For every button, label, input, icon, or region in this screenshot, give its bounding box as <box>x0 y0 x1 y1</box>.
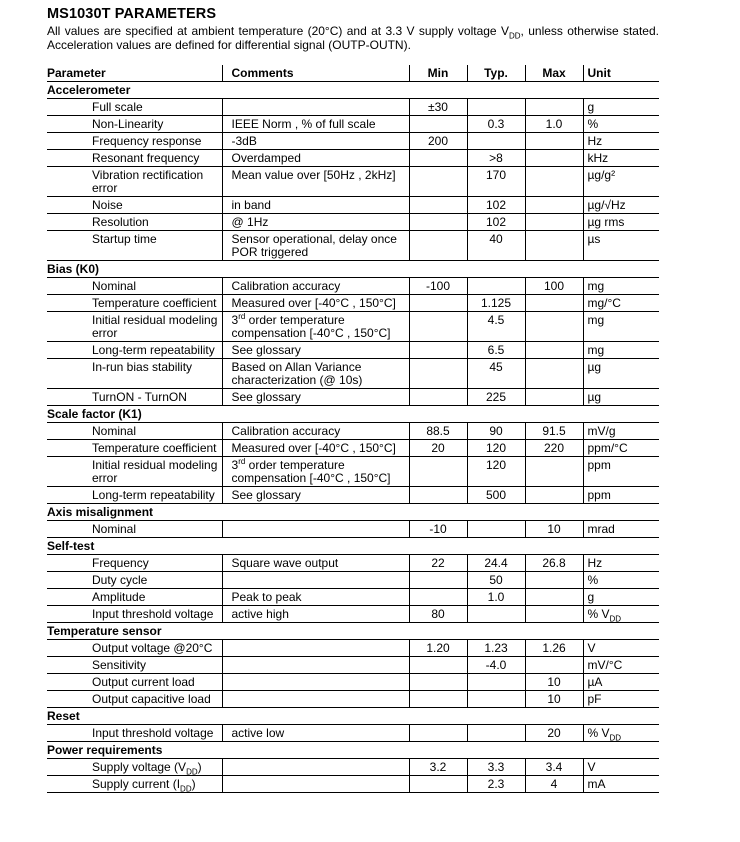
cell-unit: g <box>583 99 659 116</box>
cell-unit: mA <box>583 776 659 793</box>
cell-parameter: Supply current $(I_{DD})$ <box>47 776 222 793</box>
cell-typ: 225 <box>467 389 525 406</box>
table-row <box>47 231 659 261</box>
cell-typ <box>467 674 525 691</box>
cell-parameter: Resolution <box>47 214 222 231</box>
cell-unit: g <box>583 589 659 606</box>
table-row <box>47 674 659 691</box>
cell-typ: 40 <box>467 231 525 261</box>
cell-unit: kHz <box>583 150 659 167</box>
table-row <box>47 606 659 623</box>
cell-unit: mg <box>583 342 659 359</box>
cell-comments: Peak to peak <box>222 589 409 606</box>
cell-max: 91.5 <box>525 423 583 440</box>
cell-comments: Overdamped <box>222 150 409 167</box>
cell-unit: µg <box>583 389 659 406</box>
cell-min <box>409 572 467 589</box>
cell-typ: 120 <box>467 457 525 487</box>
cell-parameter: Long-term repeatability <box>47 487 222 504</box>
table-row <box>47 295 659 312</box>
cell-unit: pF <box>583 691 659 708</box>
cell-unit: mrad <box>583 521 659 538</box>
cell-parameter: Startup time <box>47 231 222 261</box>
cell-min <box>409 116 467 133</box>
section-header-row <box>47 406 659 423</box>
cell-typ: 50 <box>467 572 525 589</box>
section-header-row <box>47 538 659 555</box>
table-row <box>47 555 659 572</box>
table-row <box>47 278 659 295</box>
cell-typ <box>467 606 525 623</box>
table-row <box>47 133 659 150</box>
cell-typ <box>467 278 525 295</box>
cell-unit: Hz <box>583 133 659 150</box>
document-title: MS1030T PARAMETERS <box>47 6 217 22</box>
cell-comments: Calibration accuracy <box>222 278 409 295</box>
cell-parameter: Output current load <box>47 674 222 691</box>
cell-unit: Hz <box>583 555 659 572</box>
cell-comments <box>222 759 409 776</box>
cell-min: 200 <box>409 133 467 150</box>
cell-min: 88.5 <box>409 423 467 440</box>
cell-unit: µg/g² <box>583 167 659 197</box>
cell-parameter: Vibration rectification error <box>47 167 222 197</box>
section-header-row <box>47 504 659 521</box>
table-row <box>47 572 659 589</box>
cell-comments <box>222 99 409 116</box>
header-parameter: Parameter <box>47 65 222 82</box>
cell-min <box>409 725 467 742</box>
cell-comments <box>222 776 409 793</box>
cell-parameter: TurnON - TurnON <box>47 389 222 406</box>
section-header-row <box>47 82 659 99</box>
table-row <box>47 312 659 342</box>
cell-comments: in band <box>222 197 409 214</box>
table-row <box>47 440 659 457</box>
cell-unit: mV/g <box>583 423 659 440</box>
cell-unit: mg <box>583 278 659 295</box>
cell-unit: µg rms <box>583 214 659 231</box>
cell-typ: 1.125 <box>467 295 525 312</box>
table-row <box>47 640 659 657</box>
cell-parameter: Initial residual modeling error <box>47 457 222 487</box>
cell-min: 3.2 <box>409 759 467 776</box>
cell-typ: 45 <box>467 359 525 389</box>
cell-comments: Sensor operational, delay once POR triggered <box>222 231 409 261</box>
cell-min <box>409 457 467 487</box>
cell-typ: 6.5 <box>467 342 525 359</box>
table-row <box>47 589 659 606</box>
cell-typ: 90 <box>467 423 525 440</box>
cell-max <box>525 197 583 214</box>
cell-comments: -3dB <box>222 133 409 150</box>
cell-comments: See glossary <box>222 389 409 406</box>
cell-max: 26.8 <box>525 555 583 572</box>
cell-max <box>525 359 583 389</box>
cell-parameter: Output capacitive load <box>47 691 222 708</box>
cell-typ <box>467 691 525 708</box>
cell-comments: active high <box>222 606 409 623</box>
cell-unit: mg <box>583 312 659 342</box>
cell-comments <box>222 521 409 538</box>
cell-min <box>409 312 467 342</box>
cell-typ: 4.5 <box>467 312 525 342</box>
cell-min <box>409 295 467 312</box>
cell-min <box>409 150 467 167</box>
cell-min <box>409 197 467 214</box>
cell-parameter: Input threshold voltage <box>47 606 222 623</box>
cell-typ: 24.4 <box>467 555 525 572</box>
table-row <box>47 457 659 487</box>
cell-comments: IEEE Norm , % of full scale <box>222 116 409 133</box>
cell-min <box>409 389 467 406</box>
table-row <box>47 99 659 116</box>
cell-typ: 1.0 <box>467 589 525 606</box>
header-typ: Typ. <box>467 65 525 82</box>
cell-parameter: Duty cycle <box>47 572 222 589</box>
cell-min: 22 <box>409 555 467 572</box>
cell-parameter: Temperature coefficient <box>47 440 222 457</box>
cell-unit: mV/°C <box>583 657 659 674</box>
cell-parameter: Non-Linearity <box>47 116 222 133</box>
cell-parameter: Resonant frequency <box>47 150 222 167</box>
cell-max: 10 <box>525 674 583 691</box>
section-title: Bias (K0) <box>47 261 659 278</box>
header-max: Max <box>525 65 583 82</box>
table-row <box>47 691 659 708</box>
table-row <box>47 521 659 538</box>
cell-max <box>525 231 583 261</box>
cell-comments: Square wave output <box>222 555 409 572</box>
cell-max: 1.26 <box>525 640 583 657</box>
table-row <box>47 389 659 406</box>
table-row <box>47 359 659 389</box>
cell-comments: Measured over [-40°C , 150°C] <box>222 295 409 312</box>
cell-max: 10 <box>525 691 583 708</box>
cell-min: -10 <box>409 521 467 538</box>
cell-max <box>525 606 583 623</box>
cell-parameter: Frequency <box>47 555 222 572</box>
cell-unit: µs <box>583 231 659 261</box>
cell-max <box>525 342 583 359</box>
cell-unit: % $V_{DD}$ <box>583 606 659 623</box>
cell-max: 4 <box>525 776 583 793</box>
cell-min <box>409 589 467 606</box>
cell-max: 220 <box>525 440 583 457</box>
cell-max: 10 <box>525 521 583 538</box>
cell-comments: 3rd order temperature compensation [-40°C , 150°C] <box>222 457 409 487</box>
cell-max <box>525 295 583 312</box>
cell-min: 20 <box>409 440 467 457</box>
cell-comments: See glossary <box>222 342 409 359</box>
table-row <box>47 657 659 674</box>
section-title: Power requirements <box>47 742 659 759</box>
table-row <box>47 150 659 167</box>
cell-max: 100 <box>525 278 583 295</box>
cell-typ: 2.3 <box>467 776 525 793</box>
cell-min <box>409 342 467 359</box>
header-min: Min <box>409 65 467 82</box>
cell-typ: 500 <box>467 487 525 504</box>
cell-parameter: Full scale <box>47 99 222 116</box>
table-row <box>47 214 659 231</box>
cell-max: 1.0 <box>525 116 583 133</box>
cell-parameter: Long-term repeatability <box>47 342 222 359</box>
section-header-row <box>47 261 659 278</box>
section-title: Accelerometer <box>47 82 659 99</box>
table-row <box>47 167 659 197</box>
cell-min <box>409 776 467 793</box>
cell-unit: % $V_{DD}$ <box>583 725 659 742</box>
cell-typ <box>467 521 525 538</box>
table-body <box>47 82 659 793</box>
cell-unit: ppm <box>583 487 659 504</box>
cell-comments <box>222 640 409 657</box>
cell-typ: >8 <box>467 150 525 167</box>
section-title: Self-test <box>47 538 659 555</box>
cell-min <box>409 167 467 197</box>
cell-parameter: Nominal <box>47 521 222 538</box>
cell-max <box>525 657 583 674</box>
cell-comments: Mean value over [50Hz , 2kHz] <box>222 167 409 197</box>
cell-max <box>525 214 583 231</box>
cell-max <box>525 167 583 197</box>
cell-comments <box>222 572 409 589</box>
cell-min <box>409 657 467 674</box>
cell-typ <box>467 99 525 116</box>
cell-max <box>525 572 583 589</box>
cell-parameter: Noise <box>47 197 222 214</box>
cell-unit: % <box>583 572 659 589</box>
cell-typ: 1.23 <box>467 640 525 657</box>
cell-typ: -4.0 <box>467 657 525 674</box>
cell-unit: V <box>583 759 659 776</box>
cell-parameter: Temperature coefficient <box>47 295 222 312</box>
table-row <box>47 776 659 793</box>
cell-parameter: In-run bias stability <box>47 359 222 389</box>
cell-max: 3.4 <box>525 759 583 776</box>
cell-parameter: Sensitivity <box>47 657 222 674</box>
table-row <box>47 759 659 776</box>
header-comments: Comments <box>222 65 409 82</box>
cell-unit: ppm/°C <box>583 440 659 457</box>
cell-typ: 3.3 <box>467 759 525 776</box>
cell-unit: mg/°C <box>583 295 659 312</box>
parameters-table <box>47 65 659 793</box>
section-header-row <box>47 742 659 759</box>
cell-typ: 120 <box>467 440 525 457</box>
cell-comments <box>222 674 409 691</box>
table-row <box>47 116 659 133</box>
cell-max <box>525 389 583 406</box>
table-header-row <box>47 65 659 82</box>
cell-typ: 0.3 <box>467 116 525 133</box>
section-title: Temperature sensor <box>47 623 659 640</box>
cell-max <box>525 589 583 606</box>
cell-unit: µg/√Hz <box>583 197 659 214</box>
cell-parameter: Output voltage @20°C <box>47 640 222 657</box>
cell-typ <box>467 725 525 742</box>
cell-max: 20 <box>525 725 583 742</box>
cell-max <box>525 487 583 504</box>
table-row <box>47 197 659 214</box>
section-header-row <box>47 623 659 640</box>
cell-comments <box>222 657 409 674</box>
cell-unit: µg <box>583 359 659 389</box>
intro-paragraph: All values are specified at ambient temperature (20°C) and at 3.3 V supply voltage $V_{DD}$, unless otherwise stated. Acceleration values are defined for differential signal (OUTP-OUTN). <box>47 24 659 52</box>
cell-typ: 102 <box>467 214 525 231</box>
cell-parameter: Supply voltage $(V_{DD})$ <box>47 759 222 776</box>
cell-unit: V <box>583 640 659 657</box>
cell-parameter: Amplitude <box>47 589 222 606</box>
cell-min <box>409 231 467 261</box>
cell-comments: active low <box>222 725 409 742</box>
cell-min <box>409 674 467 691</box>
cell-max <box>525 457 583 487</box>
section-header-row <box>47 708 659 725</box>
header-unit: Unit <box>583 65 659 82</box>
section-title: Reset <box>47 708 659 725</box>
table-row <box>47 725 659 742</box>
cell-parameter: Nominal <box>47 423 222 440</box>
cell-min: 80 <box>409 606 467 623</box>
section-title: Scale factor (K1) <box>47 406 659 423</box>
cell-comments <box>222 691 409 708</box>
cell-parameter: Initial residual modeling error <box>47 312 222 342</box>
cell-unit: % <box>583 116 659 133</box>
cell-parameter: Frequency response <box>47 133 222 150</box>
table-row <box>47 487 659 504</box>
cell-unit: µA <box>583 674 659 691</box>
cell-max <box>525 133 583 150</box>
cell-min: ±30 <box>409 99 467 116</box>
cell-min: 1.20 <box>409 640 467 657</box>
cell-comments: Based on Allan Variance characterization (@ 10s) <box>222 359 409 389</box>
cell-parameter: Input threshold voltage <box>47 725 222 742</box>
cell-min <box>409 691 467 708</box>
cell-comments: 3rd order temperature compensation [-40°C , 150°C] <box>222 312 409 342</box>
cell-comments: Measured over [-40°C , 150°C] <box>222 440 409 457</box>
cell-max <box>525 312 583 342</box>
cell-unit: ppm <box>583 457 659 487</box>
cell-typ: 170 <box>467 167 525 197</box>
cell-min <box>409 487 467 504</box>
cell-min: -100 <box>409 278 467 295</box>
section-title: Axis misalignment <box>47 504 659 521</box>
table-row <box>47 342 659 359</box>
cell-min <box>409 214 467 231</box>
cell-parameter: Nominal <box>47 278 222 295</box>
cell-typ: 102 <box>467 197 525 214</box>
cell-max <box>525 99 583 116</box>
cell-typ <box>467 133 525 150</box>
cell-comments: See glossary <box>222 487 409 504</box>
cell-comments: @ 1Hz <box>222 214 409 231</box>
table-row <box>47 423 659 440</box>
cell-comments: Calibration accuracy <box>222 423 409 440</box>
cell-min <box>409 359 467 389</box>
cell-max <box>525 150 583 167</box>
